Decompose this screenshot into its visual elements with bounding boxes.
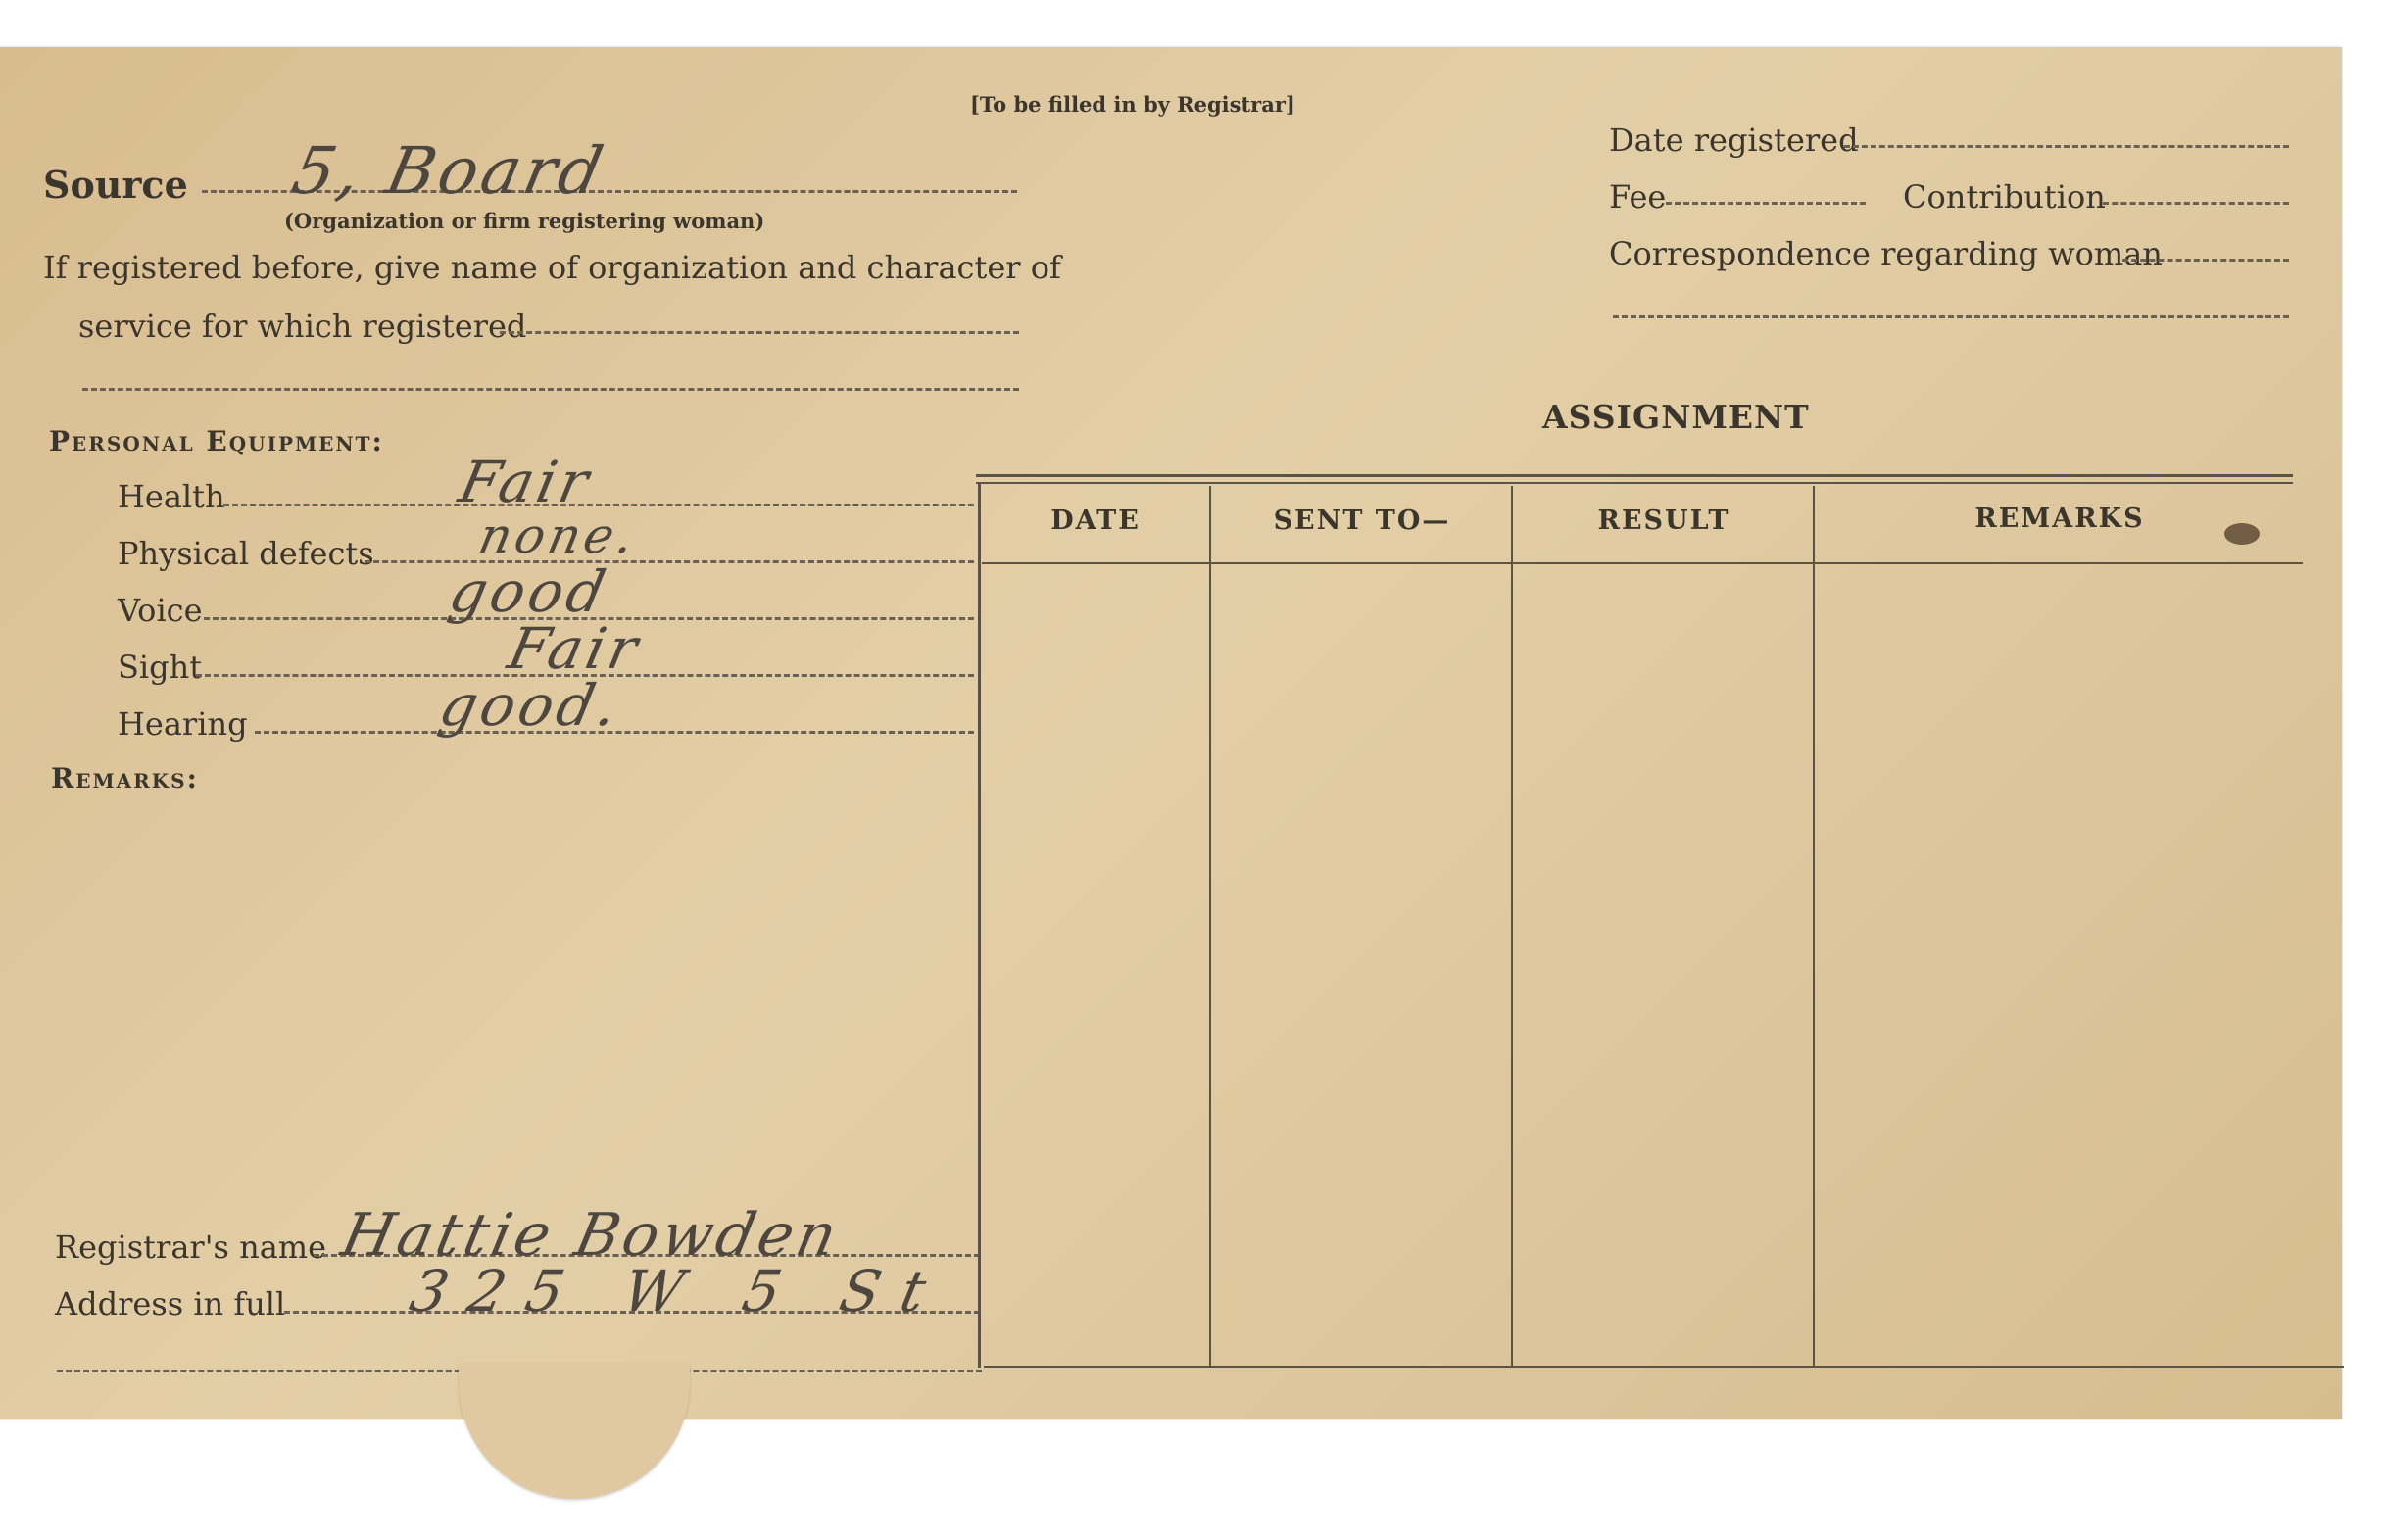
source-caption: (Organization or firm registering woman) (284, 209, 765, 233)
health-value[interactable]: Fair (453, 449, 599, 515)
card-index-tab (459, 1362, 690, 1499)
column-header-date: DATE (1050, 505, 1141, 536)
column-header-remarks: REMARKS (1974, 504, 2145, 534)
source-label: Source (43, 163, 188, 207)
health-label: Health (118, 478, 225, 515)
address-label: Address in full (55, 1285, 286, 1323)
correspondence-label: Correspondence regarding woman (1609, 235, 2163, 272)
address-value[interactable]: 325 W 5 St (404, 1258, 953, 1324)
cell-remarks[interactable] (1817, 566, 2297, 1362)
table-top-rule-2 (976, 482, 2293, 484)
registered-before-line1: If registered before, give name of organization and character of (43, 249, 1061, 286)
personal-equipment-heading: Personal Equipment: (49, 425, 384, 457)
column-divider-3 (1813, 486, 1815, 1368)
registrar-name-value[interactable]: Hattie Bowden (335, 1201, 847, 1270)
cell-result[interactable] (1515, 566, 1811, 1362)
table-header-rule (982, 562, 2303, 564)
sight-value[interactable]: Fair (502, 615, 648, 682)
table-top-rule (976, 474, 2293, 477)
date-registered-field[interactable] (1844, 145, 2289, 148)
hearing-line (255, 731, 974, 734)
source-value[interactable]: 5, Board (285, 133, 613, 209)
column-divider-1 (1209, 486, 1211, 1368)
voice-value[interactable]: good (443, 558, 615, 625)
ink-stain (2224, 523, 2260, 545)
correspondence-field[interactable] (2122, 259, 2289, 262)
registrar-note: [To be filled in by Registrar] (970, 92, 1295, 117)
health-line (223, 504, 974, 506)
voice-label: Voice (118, 592, 203, 629)
registration-card (0, 47, 2342, 1419)
registrar-name-label: Registrar's name (55, 1228, 327, 1266)
correspondence-field-2[interactable] (1613, 315, 2289, 318)
physical-defects-value[interactable]: none. (473, 507, 644, 564)
registered-before-field-2[interactable] (82, 388, 1019, 391)
fee-field[interactable] (1666, 202, 1866, 205)
contribution-label: Contribution (1903, 178, 2106, 216)
assignment-heading: ASSIGNMENT (1542, 398, 1810, 436)
sight-label: Sight (118, 649, 203, 686)
table-bottom-rule (984, 1366, 2344, 1368)
column-header-sent-to: SENT TO— (1273, 505, 1451, 536)
cell-sent-to[interactable] (1213, 566, 1509, 1362)
table-left-border (978, 484, 981, 1368)
hearing-label: Hearing (118, 705, 248, 743)
contribution-field[interactable] (2103, 202, 2289, 205)
cell-date[interactable] (982, 566, 1207, 1362)
column-header-result: RESULT (1597, 505, 1730, 536)
physical-defects-label: Physical defects (118, 535, 374, 572)
fee-label: Fee (1609, 178, 1667, 216)
registered-before-field[interactable] (500, 331, 1019, 334)
registered-before-line2: service for which registered (78, 308, 527, 345)
hearing-value[interactable]: good. (433, 672, 627, 739)
date-registered-label: Date registered (1609, 121, 1859, 159)
remarks-heading: Remarks: (51, 762, 199, 794)
column-divider-2 (1511, 486, 1513, 1368)
